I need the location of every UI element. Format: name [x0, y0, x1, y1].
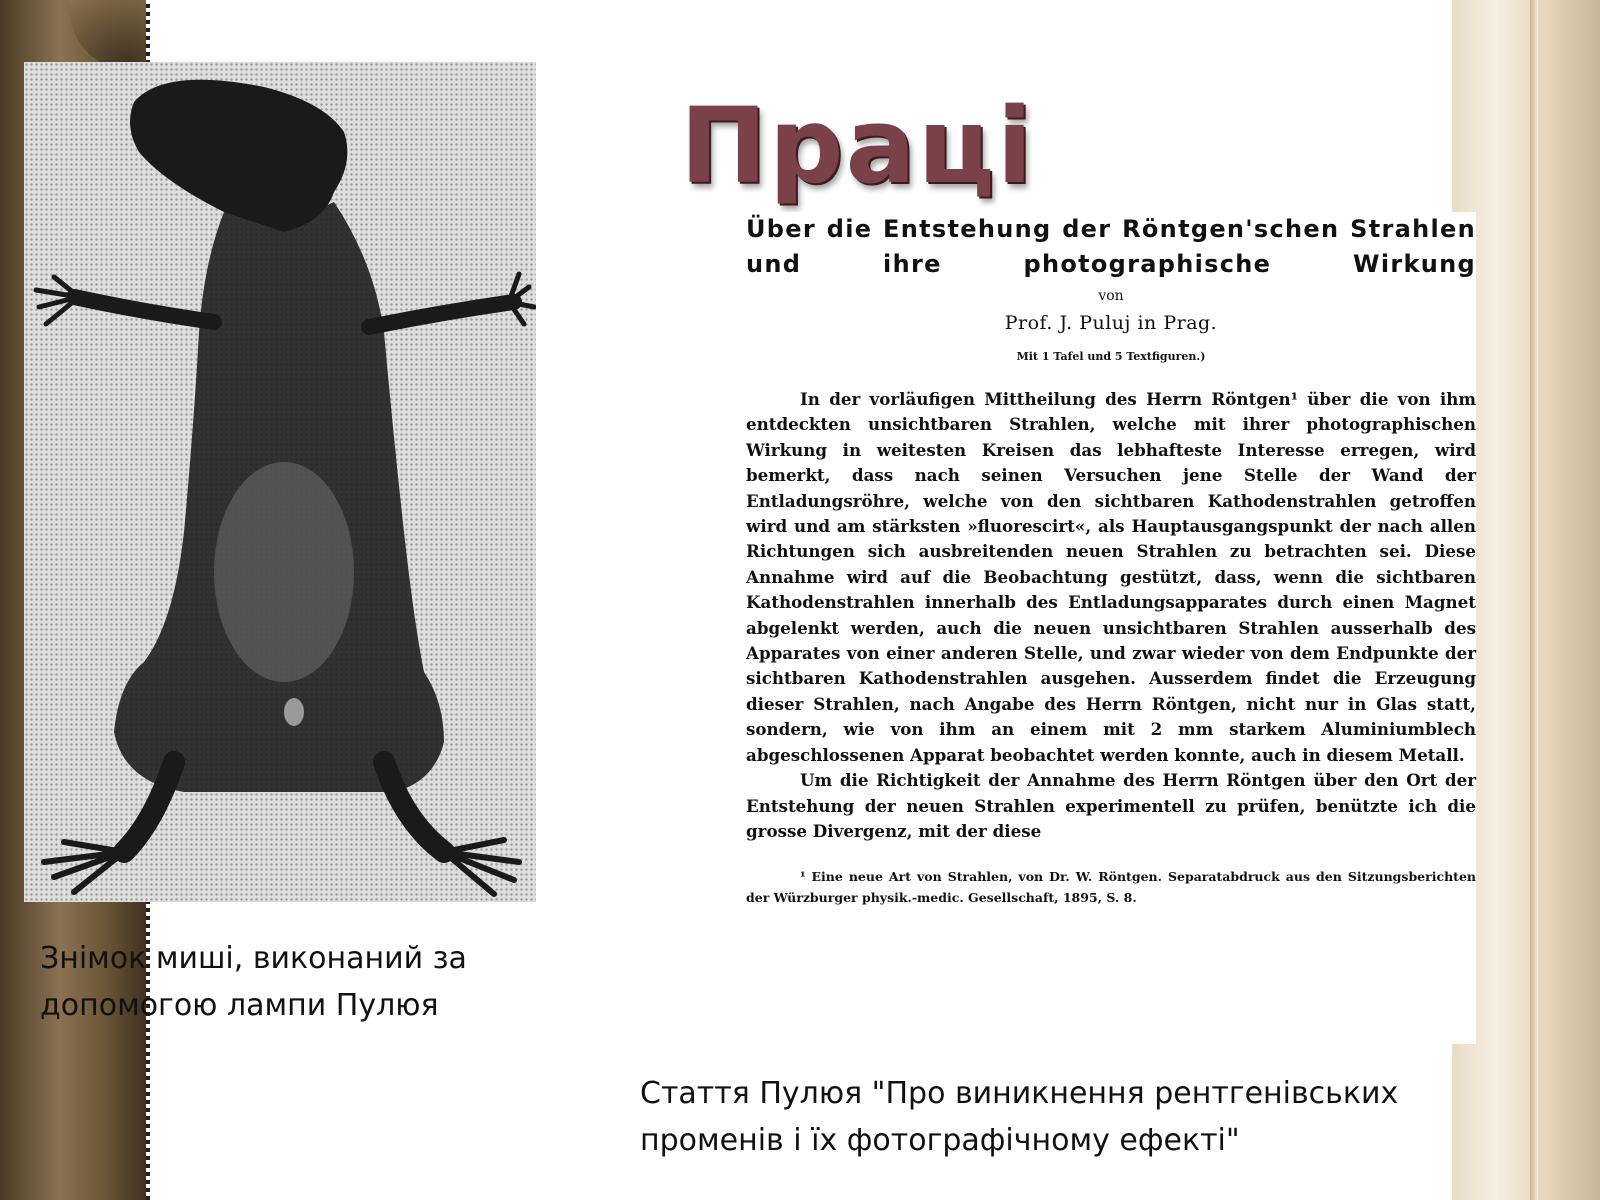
article-body — [746, 387, 1476, 844]
mouse-xray-photo — [24, 62, 536, 902]
mouse-silhouette-image — [24, 62, 536, 902]
article-von: von — [1098, 288, 1124, 304]
article-figure-note: Mit 1 Tafel und 5 Textfiguren.) — [1016, 350, 1206, 363]
article-footnote: ¹ Eine neue Art von Strahlen, von Dr. W. Röntgen. Separatabdruck aus den Sitzungsberichten der Würzburger physik.-medic. Gesellschaft, 1895, S. 8. — [746, 869, 1476, 906]
article-paragraph: Um die Richtigkeit der Annahme des Herrn Röntgen über den Ort der Entstehung der neuen Strahlen experimentell zu prüfen, benützte ich die grosse Divergenz, mit der diese — [746, 770, 1476, 841]
page-curl-ornament — [70, 0, 150, 70]
article-title: Über die Entstehung der Röntgen'schen Strahlen und ihre photographische Wirkung — [746, 215, 1476, 278]
paper-fold-ornament — [1530, 0, 1538, 1200]
mouse-photo-caption: Знімок миші, виконаний за допомогою лампи Пулюя — [40, 941, 467, 1023]
article-caption: Стаття Пулюя "Про виникнення рентгенівських променів і їх фотографічному ефекті" — [640, 1076, 1399, 1158]
article-author: Prof. J. Puluj in Prag. — [1004, 312, 1218, 334]
article-paragraph: In der vorläufigen Mittheilung des Herrn Röntgen¹ über die von ihm entdeckten unsichtbaren Strahlen, welche mit ihrer photographischen Wirkung in weitesten Kreisen das lebhafteste Interesse erregen, wird bemerkt, dass nach seinen Versuchen jene Stelle der Wand der Entladungsröhre, welche von den sichtbaren Kathodenstrahlen getroffen wird und am stärksten »fluorescirt«, als Hauptausgangspunkt der nach allen Richtungen sich ausbreitenden neuen Strahlen zu betrachten sei. Diese Annahme wird auf die Beobachtung gestützt, dass, wenn die sichtbaren Kathodenstrahlen innerhalb des Entladungsapparates durch einen Magnet abgelenkt werden, auch die neuen unsichtbaren Strahlen ausserhalb des Apparates von einer anderen Stelle, und zwar wieder von dem Endpunkte der sichtbaren Kathodenstrahlen ausgehen. Ausserdem findet die Erzeugung dieser Strahlen, nach Angabe des Herrn Röntgen, nicht nur in Glas statt, sondern, wie von ihm an einem mit 2 mm starkem Aluminiumblech abgeschlossenen Apparat beobachtet werden konnte, auch in diesem Metall. — [746, 389, 1476, 765]
article-scan — [746, 212, 1476, 1044]
slide-title: Праці — [680, 85, 1035, 207]
